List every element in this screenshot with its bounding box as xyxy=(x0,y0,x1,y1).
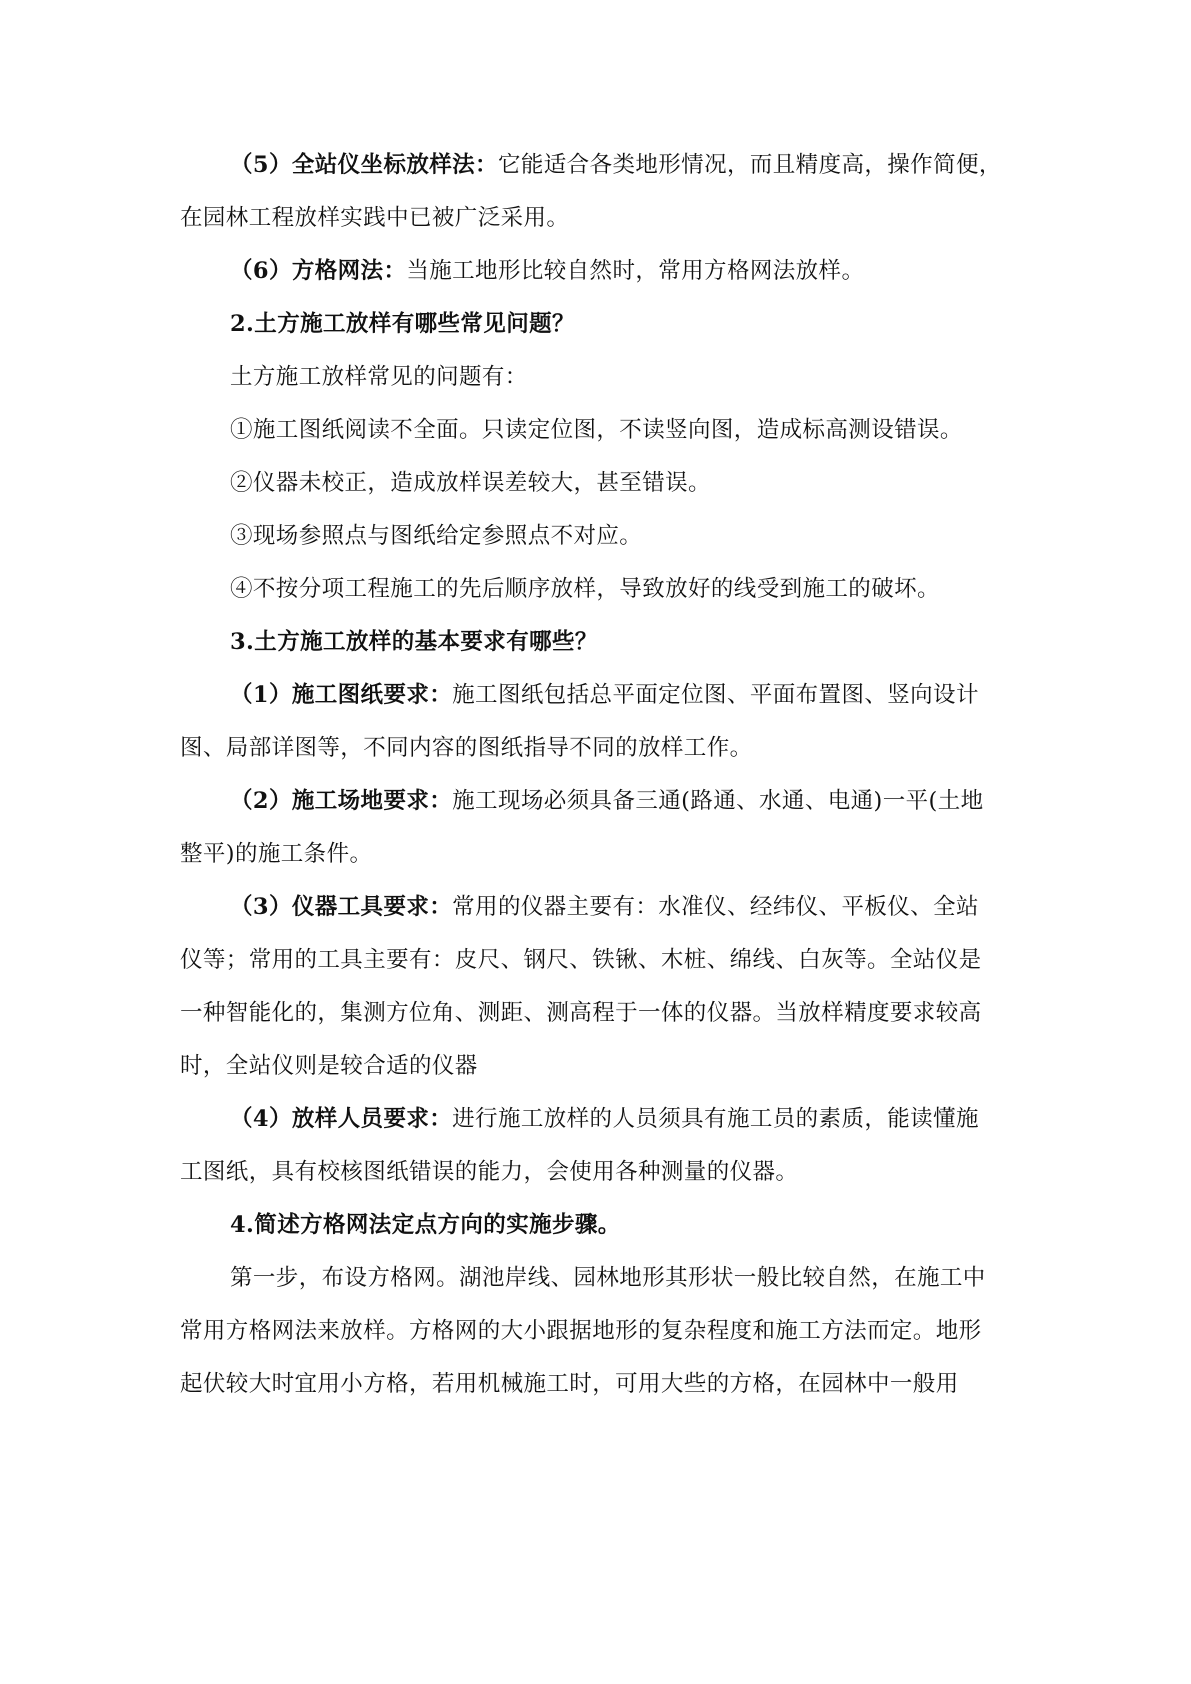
item-text: 施工现场必须具备三通(路通、水通、电通)一平(土地 xyxy=(452,788,984,814)
item-text: 常用的仪器主要有：水准仪、经纬仪、平板仪、全站 xyxy=(452,894,979,920)
heading-q3: 3.土方施工放样的基本要求有哪些？ xyxy=(230,629,598,655)
item-text: 进行施工放样的人员须具有施工员的素质，能读懂施 xyxy=(452,1106,979,1132)
paragraph-r3-continuation-3: 时，全站仪则是较合适的仪器 xyxy=(180,1053,478,1079)
paragraph-r3-continuation-2: 一种智能化的，集测方位角、测距、测高程于一体的仪器。当放样精度要求较高 xyxy=(180,1000,982,1026)
paragraph-q4-line-1: 第一步，布设方格网。湖池岸线、园林地形其形状一般比较自然，在施工中 xyxy=(230,1265,986,1291)
heading-q4: 4.简述方格网法定点方向的实施步骤。 xyxy=(230,1212,621,1238)
paragraph-r3-continuation-1: 仪等；常用的工具主要有：皮尺、钢尺、铁锹、木桩、绵线、白灰等。全站仪是 xyxy=(180,947,982,973)
item-label: （6）方格网法： xyxy=(230,258,407,284)
paragraph-r2-continuation: 整平)的施工条件。 xyxy=(180,841,373,867)
paragraph-s5 xyxy=(230,150,1060,180)
list-item: ③现场参照点与图纸给定参照点不对应。 xyxy=(230,523,643,549)
paragraph-q2-intro: 土方施工放样常见的问题有： xyxy=(230,364,528,390)
item-label: （3）仪器工具要求： xyxy=(230,894,453,920)
list-item: ②仪器未校正，造成放样误差较大，甚至错误。 xyxy=(230,470,711,496)
paragraph-q4-line-3: 起伏较大时宜用小方格，若用机械施工时，可用大些的方格，在园林中一般用 xyxy=(180,1371,959,1397)
item-label: （1）施工图纸要求： xyxy=(230,682,453,708)
paragraph-r4-continuation: 工图纸，具有校核图纸错误的能力，会使用各种测量的仪器。 xyxy=(180,1159,799,1185)
item-text: 施工图纸包括总平面定位图、平面布置图、竖向设计 xyxy=(452,682,979,708)
item-label: （2）施工场地要求： xyxy=(230,788,453,814)
paragraph-r4 xyxy=(230,1104,1060,1134)
item-text: 它能适合各类地形情况，而且精度高，操作简便， xyxy=(497,152,1002,178)
item-text: 当施工地形比较自然时，常用方格网法放样。 xyxy=(406,258,865,284)
list-item: ①施工图纸阅读不全面。只读定位图，不读竖向图，造成标高测设错误。 xyxy=(230,417,963,443)
paragraph-r1 xyxy=(230,680,1060,710)
paragraph-s6 xyxy=(230,256,1060,286)
paragraph-r1-continuation: 图、局部详图等，不同内容的图纸指导不同的放样工作。 xyxy=(180,735,753,761)
paragraph-q4-line-2: 常用方格网法来放样。方格网的大小跟据地形的复杂程度和施工方法而定。地形 xyxy=(180,1318,982,1344)
heading-q2: 2.土方施工放样有哪些常见问题？ xyxy=(230,311,575,337)
paragraph-s5-continuation: 在园林工程放样实践中已被广泛采用。 xyxy=(180,205,570,231)
list-item: ④不按分项工程施工的先后顺序放样，导致放好的线受到施工的破坏。 xyxy=(230,576,940,602)
item-label: （5）全站仪坐标放样法： xyxy=(230,152,498,178)
paragraph-r2 xyxy=(230,786,1060,816)
paragraph-r3 xyxy=(230,892,1060,922)
item-label: （4）放样人员要求： xyxy=(230,1106,453,1132)
